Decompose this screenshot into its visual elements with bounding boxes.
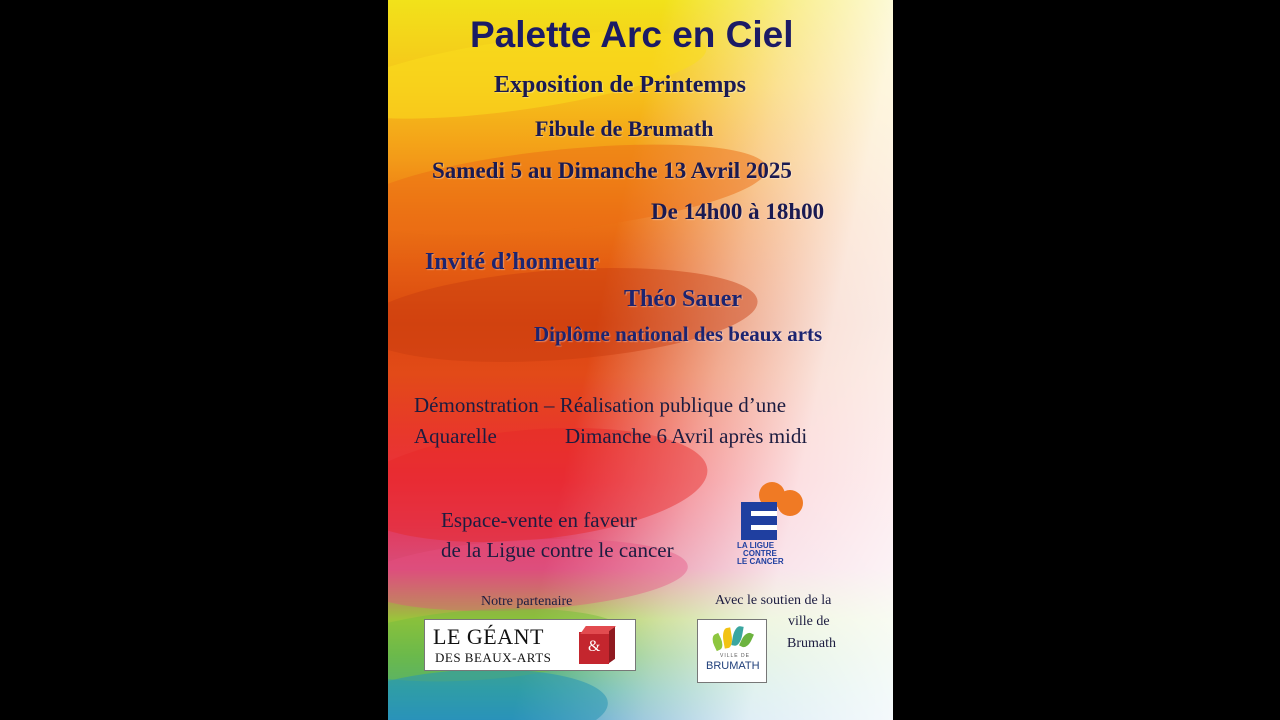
- brush-stroke-orange: [388, 128, 771, 251]
- geant-logo-line-1: LE GÉANT: [433, 624, 544, 649]
- demo-line-2-right: Dimanche 6 Avril après midi: [565, 424, 808, 448]
- event-dates: Samedi 5 au Dimanche 13 Avril 2025: [432, 158, 792, 183]
- demo-line-1: Démonstration – Réalisation publique d’une: [414, 393, 787, 417]
- guest-name: Théo Sauer: [624, 286, 743, 312]
- brumath-logo-text: BRUMATH: [706, 660, 760, 672]
- ligue-contre-le-cancer-logo: [737, 482, 807, 568]
- ligue-logo-line-1: LA LIGUE: [737, 541, 775, 550]
- sale-line-2: de la Ligue contre le cancer: [441, 538, 674, 562]
- support-line-3: Brumath: [787, 636, 836, 651]
- poster-title: Palette Arc en Ciel: [470, 14, 794, 55]
- guest-diploma: Diplôme national des beaux arts: [534, 322, 823, 346]
- ville-de-brumath-logo: [697, 619, 767, 683]
- brumath-logo-small: VILLE DE: [720, 653, 750, 659]
- ligue-logo-line-3: LE CANCER: [737, 557, 784, 566]
- support-line-1: Avec le soutien de la: [715, 593, 832, 608]
- sale-line-1: Espace-vente en faveur: [441, 508, 637, 532]
- venue-name: Fibule de Brumath: [535, 116, 714, 141]
- ligue-e-mark: [741, 502, 777, 540]
- red-cube-icon: &: [579, 626, 615, 664]
- event-name: Exposition de Printemps: [494, 72, 747, 98]
- ligue-logo-line-2: CONTRE: [743, 549, 777, 558]
- geant-beaux-arts-logo: [424, 619, 636, 671]
- brumath-leaf-icon: [711, 626, 753, 650]
- event-poster: [388, 0, 893, 720]
- demo-line-2-left: Aquarelle: [414, 424, 497, 448]
- geant-logo-line-2: DES BEAUX-ARTS: [435, 650, 552, 665]
- event-hours: De 14h00 à 18h00: [651, 199, 825, 224]
- support-line-2: ville de: [788, 614, 830, 629]
- partner-label: Notre partenaire: [481, 594, 573, 609]
- guest-heading: Invité d’honneur: [425, 249, 600, 275]
